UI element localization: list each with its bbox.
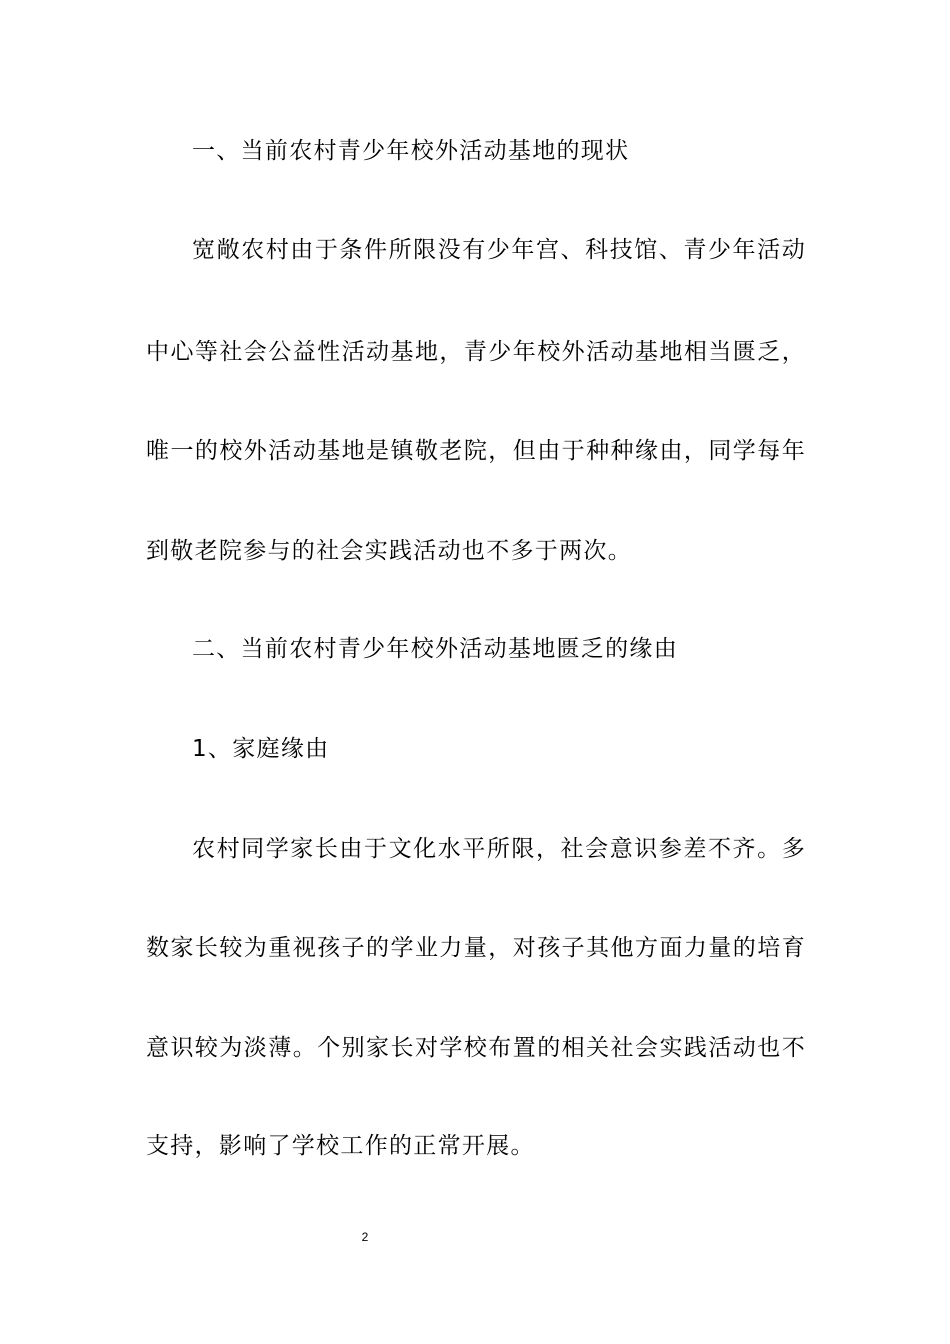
heading-section-1: 一、当前农村青少年校外活动基地的现状 xyxy=(192,138,630,164)
paragraph-line: 意识较为淡薄。个别家长对学校布置的相关社会实践活动也不 xyxy=(146,1035,806,1061)
paragraph-line: 到敬老院参与的社会实践活动也不多于两次。 xyxy=(146,538,632,564)
paragraph-line: 中心等社会公益性活动基地，青少年校外活动基地相当匮乏， xyxy=(146,339,806,365)
heading-section-2: 二、当前农村青少年校外活动基地匮乏的缘由 xyxy=(192,636,678,662)
paragraph-line: 宽敞农村由于条件所限没有少年宫、科技馆、青少年活动 xyxy=(192,237,806,263)
paragraph-line: 农村同学家长由于文化水平所限，社会意识参差不齐。多 xyxy=(192,836,806,862)
page-number: 2 xyxy=(361,1230,369,1244)
paragraph-line: 数家长较为重视孩子的学业力量，对孩子其他方面力量的培育 xyxy=(146,935,806,961)
paragraph-line: 支持，影响了学校工作的正常开展。 xyxy=(146,1133,535,1159)
paragraph-line: 唯一的校外活动基地是镇敬老院，但由于种种缘由，同学每年 xyxy=(146,438,806,464)
subheading-family-reason: 1、家庭缘由 xyxy=(192,736,330,762)
